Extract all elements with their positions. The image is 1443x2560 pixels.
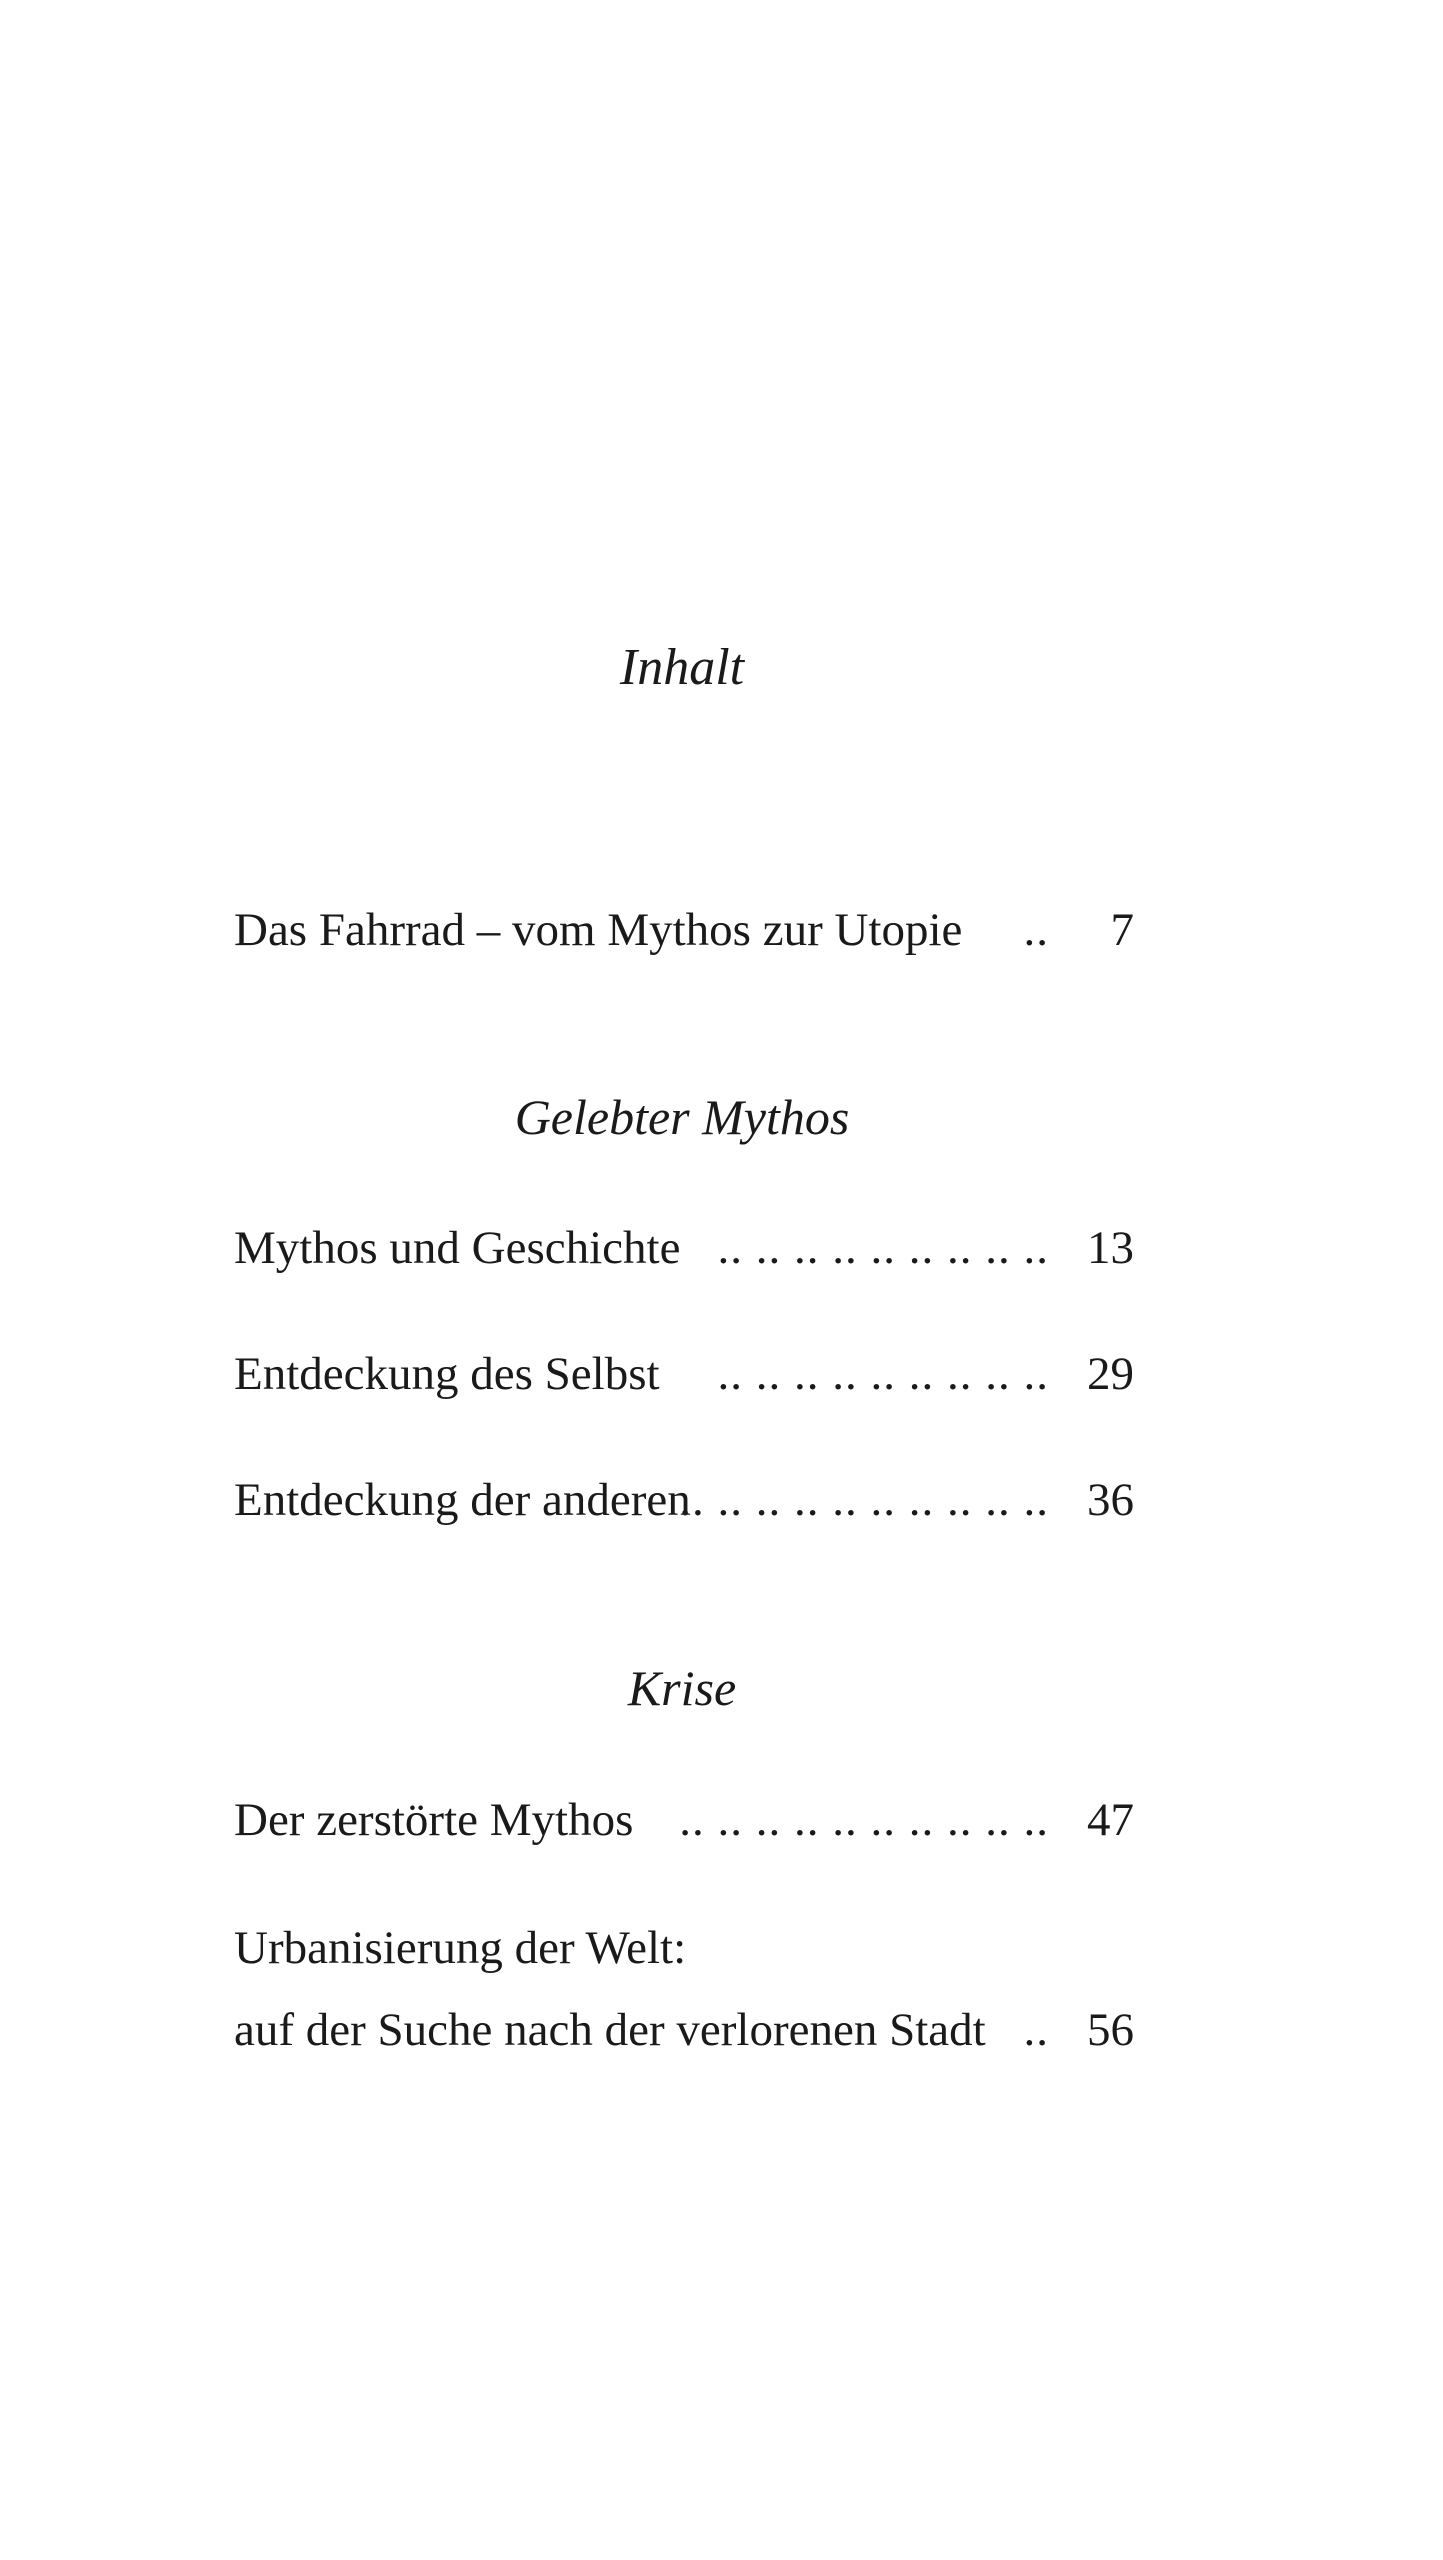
toc-leader-dots: .. .. .. .. .. .. .. .. .. <box>717 1222 1049 1274</box>
toc-page-number: 47 <box>1087 1794 1134 1846</box>
toc-entry-title: Entdeckung der anderen <box>234 1474 691 1526</box>
toc-leader-dots: .. <box>1023 2004 1049 2056</box>
toc-entry-title: auf der Suche nach der verlorenen Stadt <box>234 2004 986 2056</box>
toc-page-number: 13 <box>1087 1222 1134 1274</box>
toc-leader-dots: .. .. .. .. .. .. .. .. .. .. <box>679 1474 1049 1526</box>
toc-entry[interactable] <box>234 1790 1134 1850</box>
toc-entry-title-line1: Urbanisierung der Welt: <box>234 1922 687 1974</box>
toc-page-number: 36 <box>1087 1474 1134 1526</box>
toc-entry[interactable] <box>234 1470 1134 1530</box>
toc-leader-dots: .. .. .. .. .. .. .. .. .. .. <box>679 1794 1049 1846</box>
toc-entry-title: Mythos und Geschichte <box>234 1222 681 1274</box>
toc-entry[interactable] <box>234 2000 1134 2060</box>
toc-page-number: 29 <box>1087 1348 1134 1400</box>
toc-entry-title: Das Fahrrad – vom Mythos zur Utopie <box>234 904 963 956</box>
toc-page-number: 56 <box>1087 2004 1134 2056</box>
toc-entry-title: Entdeckung des Selbst <box>234 1348 660 1400</box>
toc-leader-dots: .. .. .. .. .. .. .. .. .. <box>717 1348 1049 1400</box>
toc-title: Inhalt <box>619 639 745 696</box>
toc-entry[interactable] <box>234 1218 1134 1278</box>
section-heading-krise: Krise <box>627 1660 737 1716</box>
toc-entry[interactable] <box>234 1344 1134 1404</box>
toc-entry-intro[interactable] <box>234 900 1134 960</box>
toc-entry-title: Der zerstörte Mythos <box>234 1794 634 1846</box>
toc-leader-dots: .. <box>1023 904 1049 956</box>
toc-page-number: 7 <box>1110 904 1134 956</box>
section-heading-gelebter-mythos: Gelebter Mythos <box>514 1089 850 1145</box>
